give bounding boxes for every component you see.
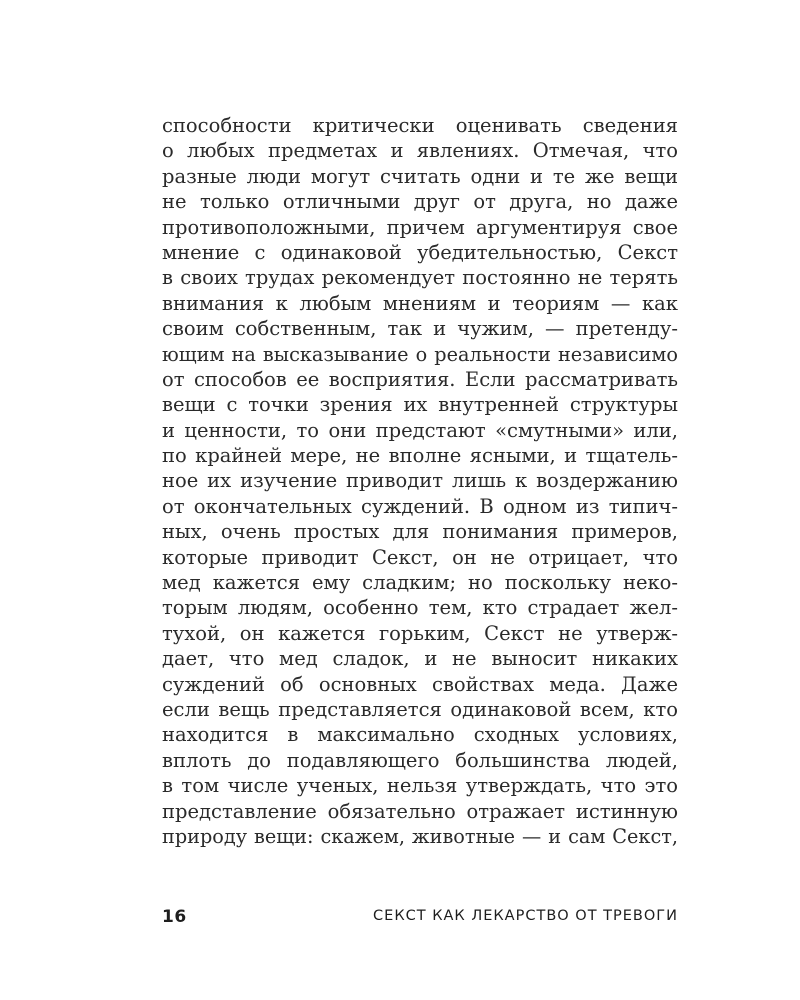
- body-text: [162, 113, 678, 849]
- page-number: 16: [162, 907, 187, 927]
- text-line: суждений об основных свойствах меда. Даже: [162, 672, 678, 696]
- running-head: СЕКСТ КАК ЛЕКАРСТВО ОТ ТРЕВОГИ: [373, 908, 678, 924]
- text-line: от окончательных суждений. В одном из типич-: [162, 494, 678, 518]
- text-line: находится в максимально сходных условиях,: [162, 723, 678, 747]
- text-line: противоположными, причем аргументируя свое: [162, 215, 678, 239]
- text-line: своим собственным, так и чужим, — претенду-: [162, 317, 678, 341]
- text-line: не только отличными друг от друга, но даже: [162, 190, 678, 214]
- text-line: ющим на высказывание о реальности независимо: [162, 342, 678, 366]
- text-line: природу вещи: скажем, животные — и сам Секст,: [162, 824, 678, 848]
- text-line: вплоть до подавляющего большинства людей,: [162, 748, 678, 772]
- text-line: и ценности, то они предстают «смутными» или,: [162, 418, 678, 442]
- text-line: разные люди могут считать одни и те же вещи: [162, 164, 678, 188]
- text-line: ных, очень простых для понимания примеров,: [162, 520, 678, 544]
- text-line: от способов ее восприятия. Если рассматривать: [162, 367, 678, 391]
- text-line: дает, что мед сладок, и не выносит никаких: [162, 647, 678, 671]
- text-line: ное их изучение приводит лишь к воздержанию: [162, 469, 678, 493]
- text-line: по крайней мере, не вполне ясными, и тщатель-: [162, 444, 678, 468]
- text-line: представление обязательно отражает истинную: [162, 799, 678, 823]
- text-line: о любых предметах и явлениях. Отмечая, что: [162, 139, 678, 163]
- text-line: тухой, он кажется горьким, Секст не утверж-: [162, 621, 678, 645]
- text-line: в том числе ученых, нельзя утверждать, что это: [162, 774, 678, 798]
- text-line: торым людям, особенно тем, кто страдает жел-: [162, 596, 678, 620]
- text-line: мед кажется ему сладким; но поскольку неко-: [162, 571, 678, 595]
- text-line: внимания к любым мнениям и теориям — как: [162, 291, 678, 315]
- page-footer: [162, 907, 678, 931]
- text-line: в своих трудах рекомендует постоянно не терять: [162, 266, 678, 290]
- text-line: мнение с одинаковой убедительностью, Секст: [162, 240, 678, 264]
- text-line: которые приводит Секст, он не отрицает, что: [162, 545, 678, 569]
- text-line: способности критически оценивать сведения: [162, 114, 678, 137]
- text-line: вещи с точки зрения их внутренней структуры: [162, 393, 678, 417]
- text-line: если вещь представляется одинаковой всем, кто: [162, 697, 678, 721]
